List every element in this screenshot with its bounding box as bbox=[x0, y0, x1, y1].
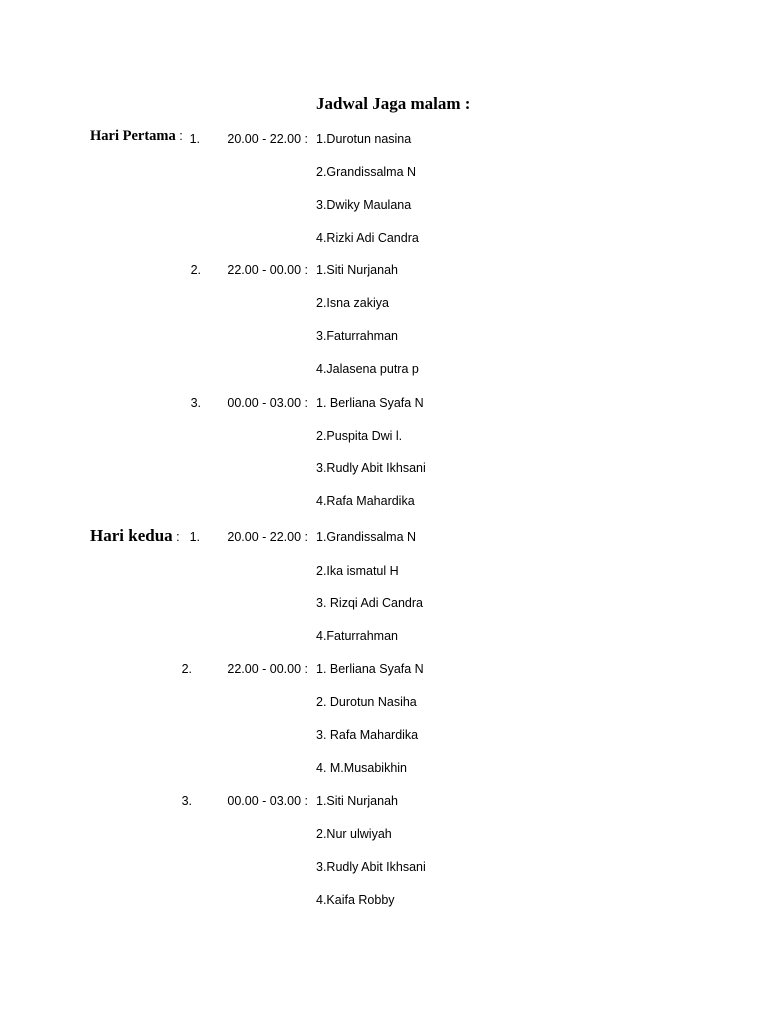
member-item: 4.Kaifa Robby bbox=[316, 893, 395, 907]
member-item: 3.Dwiky Maulana bbox=[316, 198, 412, 212]
member-item: 1.Siti Nurjanah bbox=[316, 794, 398, 808]
member-item: 4.Rizki Adi Candra bbox=[316, 231, 419, 245]
member-item: 2. Durotun Nasiha bbox=[316, 695, 417, 709]
member-item: 1.Durotun nasina bbox=[316, 132, 412, 146]
member-item: 3.Faturrahman bbox=[316, 329, 398, 343]
member-item: 2.Nur ulwiyah bbox=[316, 827, 392, 841]
shift-time: 22.00 - 00.00 : bbox=[227, 263, 308, 277]
shift-number: 2. bbox=[190, 263, 201, 277]
member-item: 3.Rudly Abit Ikhsani bbox=[316, 860, 426, 874]
page-title: Jadwal Jaga malam : bbox=[316, 94, 471, 113]
day-name: Hari kedua bbox=[90, 526, 173, 545]
shift-number: 3. bbox=[190, 396, 201, 410]
day-separator: : bbox=[175, 129, 183, 143]
member-item: 2.Ika ismatul H bbox=[316, 564, 399, 578]
shift-time: 20.00 - 22.00 : bbox=[227, 530, 308, 544]
member-item: 2.Isna zakiya bbox=[316, 296, 389, 310]
day-name: Hari Pertama bbox=[90, 128, 176, 144]
shift-number: 1. bbox=[189, 530, 200, 544]
member-item: 4.Rafa Mahardika bbox=[316, 494, 415, 508]
member-item: 1.Grandissalma N bbox=[316, 530, 417, 544]
shift-number: 1. bbox=[189, 132, 200, 146]
shift-time: 20.00 - 22.00 : bbox=[227, 132, 308, 146]
shift-number: 2. bbox=[181, 662, 192, 676]
member-item: 4.Jalasena putra p bbox=[316, 362, 419, 376]
member-item: 4. M.Musabikhin bbox=[316, 761, 408, 775]
member-item: 3.Rudly Abit Ikhsani bbox=[316, 461, 426, 475]
shift-time: 00.00 - 03.00 : bbox=[227, 794, 308, 808]
member-item: 1.Siti Nurjanah bbox=[316, 263, 398, 277]
day-label-2 bbox=[90, 526, 180, 546]
member-item: 1. Berliana Syafa N bbox=[316, 396, 424, 410]
shift-time: 00.00 - 03.00 : bbox=[227, 396, 308, 410]
member-item: 3. Rafa Mahardika bbox=[316, 728, 419, 742]
member-item: 2.Puspita Dwi l. bbox=[316, 429, 403, 443]
member-item: 4.Faturrahman bbox=[316, 629, 398, 643]
shift-time: 22.00 - 00.00 : bbox=[227, 662, 308, 676]
shift-number: 3. bbox=[181, 794, 192, 808]
member-item: 3. Rizqi Adi Candra bbox=[316, 596, 424, 610]
day-separator: : bbox=[172, 530, 180, 544]
member-item: 1. Berliana Syafa N bbox=[316, 662, 424, 676]
day-label-1 bbox=[90, 128, 183, 145]
member-item: 2.Grandissalma N bbox=[316, 165, 417, 179]
